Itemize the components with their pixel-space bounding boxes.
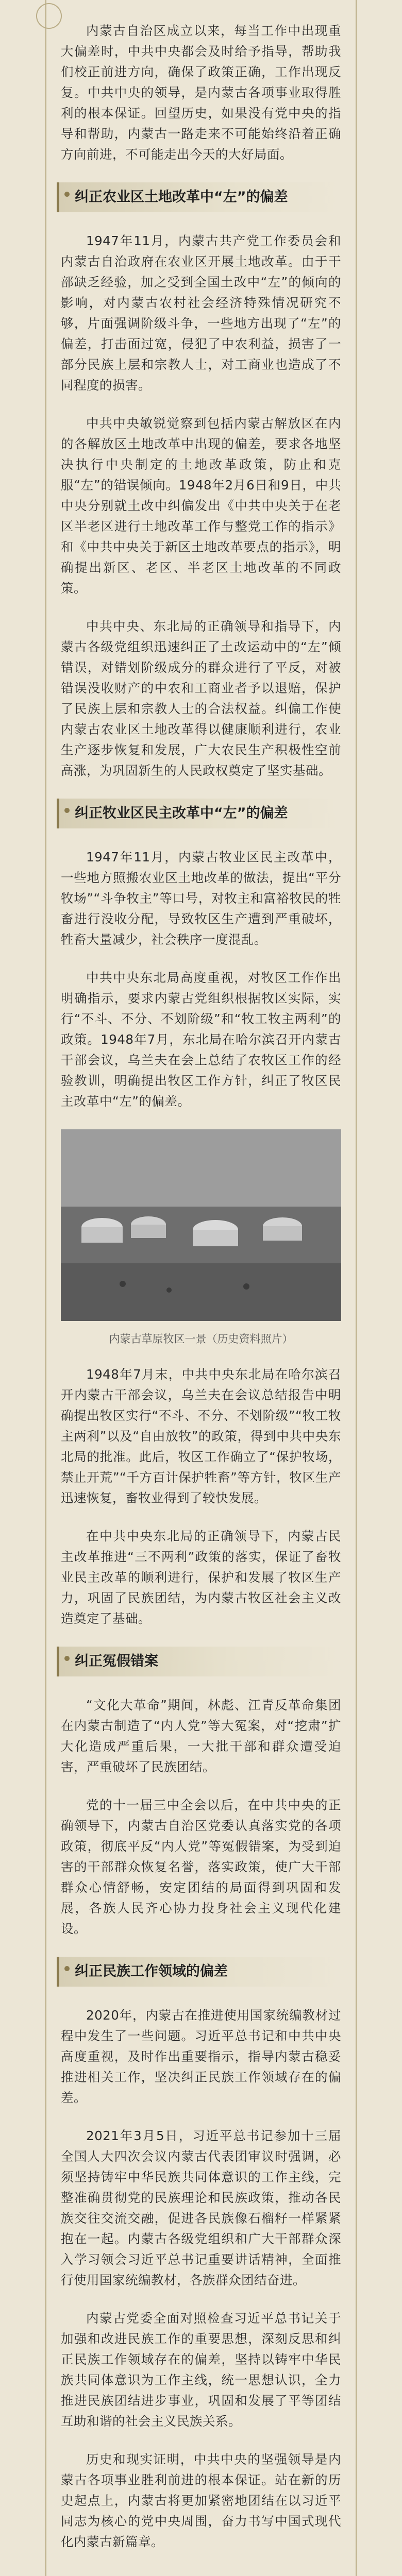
- right-border-decoration: [348, 0, 357, 2576]
- paragraph: 内蒙古党委全面对照检查习近平总书记关于加强和改进民族工作的重要思想，深刻反思和纠正民族工作领域存在的偏差，坚持以铸牢中华民族共同体意识为工作主线，统一思想认识，全力推进民族团结进步事业，巩固和发展了平等团结互助和谐的社会主义民族关系。: [61, 2311, 341, 2429]
- left-border-decoration: [45, 0, 54, 2576]
- section-heading-text: 纠正冤假错案: [75, 1653, 158, 1669]
- section-heading-text: 纠正民族工作领域的偏差: [75, 1963, 228, 1979]
- paragraph: 中共中央敏锐觉察到包括内蒙古解放区在内的各解放区土地改革中出现的偏差，要求各地坚决执行中央制定的土地改革政策，防止和克服“左”的错误倾向。1948年2月6日和9日，中共中央分别就土改中纠偏发出《中共中央关于在老区半老区进行土地改革工作与整党工作的指示》和《中共中央关于新区土地改革要点的指示》，明确提出新区、老区、半老区土地改革的不同政策。: [61, 416, 341, 596]
- paragraph: 2021年3月5日，习近平总书记参加十三届全国人大四次会议内蒙古代表团审议时强调，必须坚持铸牢中华民族共同体意识的工作主线，完整准确贯彻党的民族理论和民族政策，推动各民族交往交流交融，促进各民族像石榴籽一样紧紧抱在一起。内蒙古各级党组织和广大干部群众深入学习领会习近平总书记重要讲话精神，全面推行使用国家统编教材，各族群众团结奋进。: [61, 2128, 341, 2287]
- paragraph: 党的十一届三中全会以后，在中共中央的正确领导下，内蒙古自治区党委认真落实党的各项政策，彻底平反“内人党”等冤假错案，为受到迫害的干部群众恢复名誉，落实政策，使广大干部群众心情舒畅，安定团结的局面得到巩固和发展，各族人民齐心协力投身社会主义现代化建设。: [61, 1798, 341, 1936]
- bullet-dot-icon: [64, 1656, 70, 1661]
- paragraph: 1948年7月末，中共中央东北局在哈尔滨召开内蒙古干部会议，乌兰夫在会议总结报告中明确提出牧区实行“不斗、不分、不划阶级”“牧工牧主两利”以及“自由放牧”的政策，得到中共中央东北局的批准。此后，牧区工作确立了“保护牧场，禁止开荒”“千方百计保护牲畜”等方针，牧区生产迅速恢复，畜牧业得到了较快发展。: [61, 1367, 341, 1505]
- section-heading-text: 纠正农业区土地改革中“左”的偏差: [75, 189, 288, 205]
- section-heading-wrongful-cases: [57, 1647, 341, 1676]
- section-heading-text: 纠正牧业区民主改革中“左”的偏差: [75, 805, 288, 821]
- intro-paragraph: 内蒙古自治区成立以来，每当工作中出现重大偏差时，中共中央都会及时给予指导，帮助我们校正前进方向，确保了政策正确，工作出现反复。中共中央的领导，是内蒙古各项事业取得胜利的根本保证。回望历史，如果没有党中央的指导和帮助，内蒙古一路走来不可能始终沿着正确方向前进，不可能走出今天的大好局面。: [61, 23, 341, 162]
- bullet-dot-icon: [64, 808, 70, 813]
- photo-caption: 内蒙古草原牧区一景（历史资料照片）: [109, 1333, 293, 1345]
- paragraph: “文化大革命”期间，林彪、江青反革命集团在内蒙古制造了“内人党”等大冤案，对“挖肃”扩大化造成严重后果，一大批干部和群众遭受迫害，严重破坏了民族团结。: [61, 1698, 341, 1774]
- paragraph: 1947年11月，内蒙古共产党工作委员会和内蒙古自治政府在农业区开展土地改革。由于干部缺乏经验，加之受到全国土改中“左”的倾向的影响，对内蒙古农村社会经济特殊情况研究不够，片面强调阶级斗争，一些地方出现了“左”的偏差，打击面过宽，侵犯了中农利益，损害了一部分民族上层和宗教人士，对工商业也造成了不同程度的损害。: [61, 233, 341, 393]
- bullet-dot-icon: [64, 1966, 70, 1971]
- paragraph: 中共中央、东北局的正确领导和指导下，内蒙古各级党组织迅速纠正了土改运动中的“左”倾错误，对错划阶级成分的群众进行了平反，对被错误没收财产的中农和工商业者予以退赔，保护了民族上层和宗教人士的合法权益。纠偏工作使内蒙古农业区土地改革得以健康顺利进行，农业生产逐步恢复和发展，广大农民生产积极性空前高涨，为巩固新生的人民政权奠定了坚实基础。: [61, 619, 341, 778]
- paragraph: 1947年11月，内蒙古牧业区民主改革中，一些地方照搬农业区土地改革的做法，提出“平分牧场”“斗争牧主”等口号，对牧主和富裕牧民的牲畜进行没收分配，导致牧区生产遭到严重破坏，牲畜大量减少，社会秩序一度混乱。: [61, 850, 341, 947]
- grassland-scene-illustration: [61, 1129, 341, 1321]
- paragraph: 在中共中央东北局的正确领导下，内蒙古民主改革推进“三不两利”政策的落实，保证了畜牧业民主改革的顺利进行，保护和发展了牧区生产力，巩固了民族团结，为内蒙古牧区社会主义改造奠定了基础。: [61, 1529, 341, 1626]
- paragraph: 历史和现实证明，中共中央的坚强领导是内蒙古各项事业胜利前进的根本保证。站在新的历史起点上，内蒙古将更加紧密地团结在以习近平同志为核心的党中央周围，奋力书写中国式现代化内蒙古新篇章。: [61, 2452, 341, 2549]
- historical-photo: [61, 1129, 341, 1321]
- bullet-dot-icon: [64, 192, 70, 197]
- section-heading-land-reform: [57, 182, 341, 212]
- section-heading-ethnic-work: [57, 1957, 341, 1987]
- section-heading-pastoral-reform: [57, 799, 341, 828]
- paragraph: 中共中央东北局高度重视，对牧区工作作出明确指示，要求内蒙古党组织根据牧区实际，实行“不斗、不分、不划阶级”和“牧工牧主两利”的政策。1948年7月，东北局在哈尔滨召开内蒙古干部会议，乌兰夫在会上总结了农牧区工作的经验教训，明确提出牧区工作方针，纠正了牧区民主改革中“左”的偏差。: [61, 970, 341, 1109]
- paragraph: 2020年，内蒙古在推进使用国家统编教材过程中发生了一些问题。习近平总书记和中共中央高度重视，及时作出重要指示，指导内蒙古稳妥推进相关工作，坚决纠正民族工作领域存在的偏差。: [61, 2008, 341, 2105]
